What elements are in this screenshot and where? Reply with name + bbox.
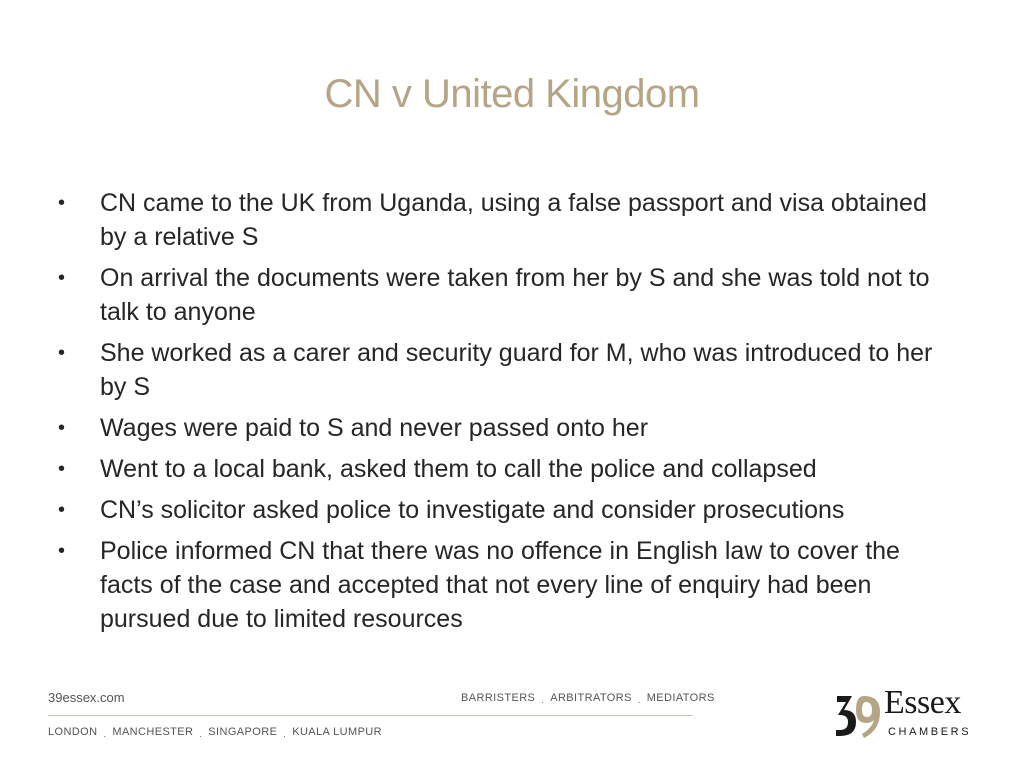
bullet-item bbox=[56, 411, 956, 445]
footer-cities bbox=[48, 726, 382, 738]
footer-website: 39essex.com bbox=[48, 690, 125, 705]
role-mediators: MEDIATORS bbox=[646, 692, 715, 704]
bullet-item bbox=[56, 534, 956, 636]
separator-dot: . bbox=[103, 729, 107, 739]
bullet-icon: • bbox=[58, 499, 66, 521]
city-singapore: SINGAPORE bbox=[208, 726, 278, 738]
separator-dot: . bbox=[199, 729, 203, 739]
bullet-item bbox=[56, 452, 956, 486]
footer-roles bbox=[461, 692, 715, 704]
essex-chambers-logo bbox=[834, 684, 984, 744]
bullet-item bbox=[56, 261, 956, 329]
separator-dot: . bbox=[283, 729, 287, 739]
bullet-icon: • bbox=[58, 417, 66, 439]
bullet-item bbox=[56, 336, 956, 404]
role-arbitrators: ARBITRATORS bbox=[550, 692, 632, 704]
city-london: LONDON bbox=[48, 726, 98, 738]
city-kuala-lumpur: KUALA LUMPUR bbox=[292, 726, 382, 738]
bullet-icon: • bbox=[58, 458, 66, 480]
separator-dot: . bbox=[637, 695, 641, 705]
bullet-text: On arrival the documents were taken from her by S and she was told not to talk to anyone bbox=[100, 264, 930, 326]
footer-divider bbox=[48, 715, 693, 716]
separator-dot: . bbox=[541, 695, 545, 705]
slide-title: CN v United Kingdom bbox=[324, 72, 700, 116]
bullet-icon: • bbox=[58, 540, 66, 562]
bullet-text: Wages were paid to S and never passed onto her bbox=[100, 414, 649, 442]
logo-mark-icon bbox=[834, 690, 884, 742]
role-barristers: BARRISTERS bbox=[461, 692, 536, 704]
logo-word: Essex bbox=[884, 684, 961, 721]
bullet-list bbox=[56, 186, 956, 643]
city-manchester: MANCHESTER bbox=[112, 726, 194, 738]
bullet-text: Police informed CN that there was no offence in English law to cover the facts of the case and accepted that not every line of enquiry had been pursued due to limited resources bbox=[100, 537, 900, 633]
bullet-text: CN’s solicitor asked police to investigate and consider prosecutions bbox=[100, 496, 845, 524]
bullet-item bbox=[56, 493, 956, 527]
logo-subtitle: CHAMBERS bbox=[888, 726, 972, 738]
bullet-text: CN came to the UK from Uganda, using a false passport and visa obtained by a relative S bbox=[100, 189, 927, 251]
bullet-icon: • bbox=[58, 192, 66, 214]
bullet-item bbox=[56, 186, 956, 254]
bullet-text: Went to a local bank, asked them to call the police and collapsed bbox=[100, 455, 817, 483]
bullet-icon: • bbox=[58, 267, 66, 289]
bullet-text: She worked as a carer and security guard for M, who was introduced to her by S bbox=[100, 339, 933, 401]
bullet-icon: • bbox=[58, 342, 66, 364]
